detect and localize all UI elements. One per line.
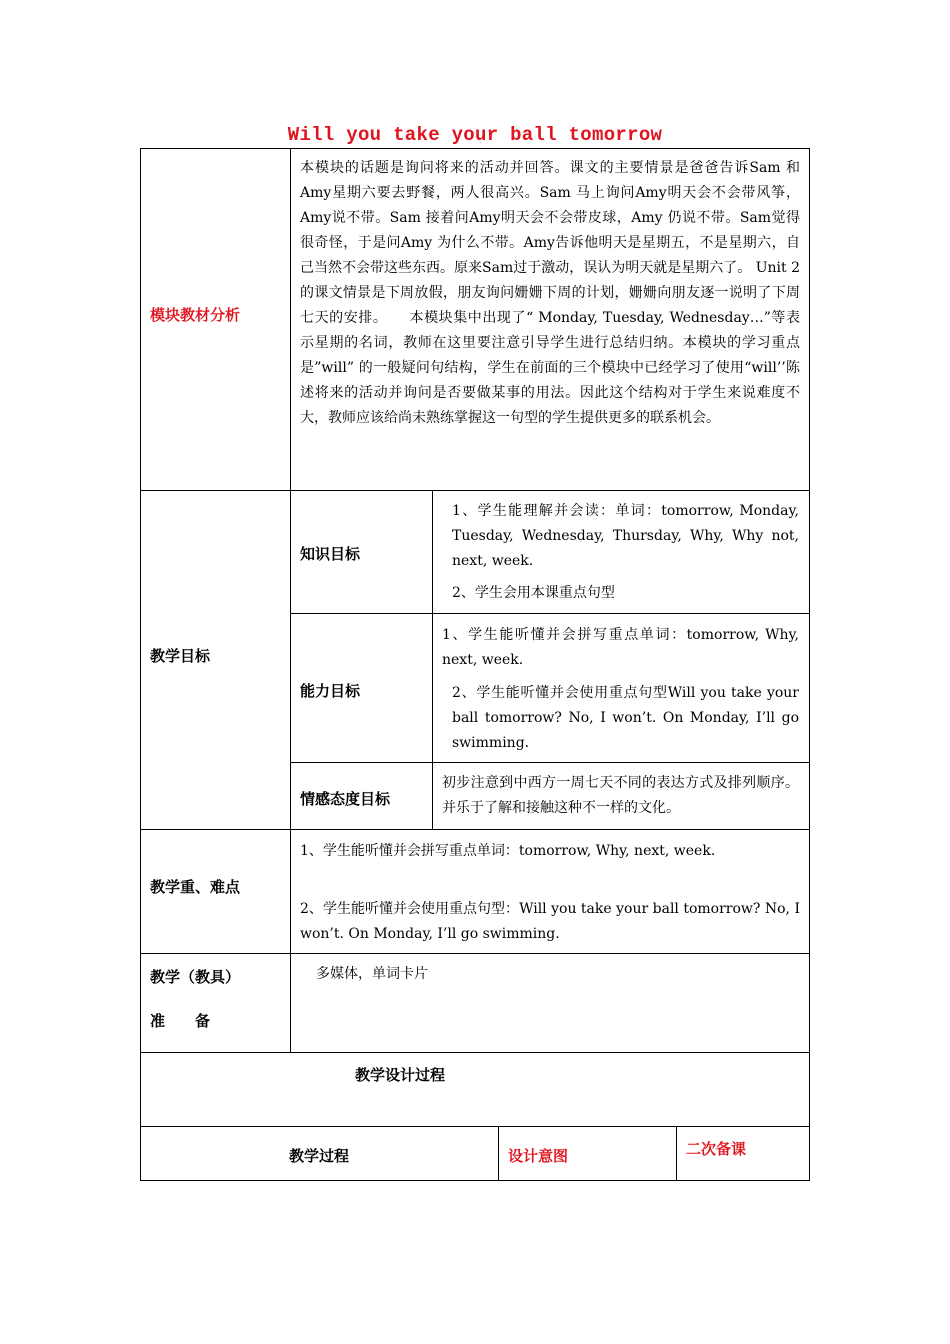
key-points-label: 教学重、难点 — [150, 878, 241, 896]
row-separator-1 — [140, 490, 810, 491]
second-prep-header: 二次备课 — [686, 1140, 747, 1158]
analysis-label: 模块教材分析 — [150, 306, 241, 324]
preparation-label-line-2: 准 备 — [150, 1012, 211, 1030]
col-separator-bottom-1 — [498, 1126, 499, 1181]
analysis-text: 本模块的话题是询问将来的活动并回答。课文的主要情景是爸爸告诉Sam 和Amy星期六要去野餐，两人很高兴。Sam 马上询问Amy明天会不会带风筝，Amy说不带。Sam 接着问Amy明天会不会带皮球，Amy 仍说不带。Sam觉得很奇怪，于是问Amy 为什么不带。Amy告诉他明天是星期五，不是星期六，自己当然不会带这些东西。原来Sam过于激动，误认为明天就是星期六了。 Unit 2 的课文情景是下周放假，朋友询问姗姗下周的计划，姗姗向朋友逐一说明了下周七天的安排。 本模块集中出现了“ Monday, Tuesday, Wednesday…”等表示星期的名词，教师在这里要注意引导学生进行总结归纳。本模块的学习重点是”will” 的一般疑问句结构，学生在前面的三个模块中已经学习了使用“will’’陈述将来的活动并询问是否要做某事的用法。因此这个结构对于学生来说难度不大，教师应该给尚未熟练掌握这一句型的学生提供更多的联系机会。 — [300, 160, 800, 426]
border-right — [809, 148, 810, 1181]
col-separator-goals — [432, 490, 433, 829]
border-top — [140, 148, 810, 149]
row-separator-3 — [140, 953, 810, 954]
row-separator-5 — [140, 1126, 810, 1127]
preparation-text: 多媒体，单词卡片 — [316, 966, 428, 982]
row-separator-2 — [140, 829, 810, 830]
intent-header: 设计意图 — [508, 1147, 569, 1165]
col-separator-bottom-2 — [676, 1126, 677, 1181]
ability-goal-item-1: 1、学生能听懂并会拼写重点单词：tomorrow, Why, next, week. — [442, 627, 799, 668]
knowledge-goal-label: 知识目标 — [300, 545, 361, 563]
document-title: Will you take your ball tomorrow — [287, 124, 663, 146]
row-separator-4 — [140, 1052, 810, 1053]
preparation-label-line-1: 教学（教具） — [150, 968, 241, 986]
border-bottom — [140, 1180, 810, 1181]
ability-goal-item-2: 2、学生能听懂并会使用重点句型Will you take your ball tomorrow? No, I won’t. On Monday, I’ll go swimming. — [452, 685, 799, 751]
goals-label: 教学目标 — [150, 647, 211, 665]
ability-goal-label: 能力目标 — [300, 682, 361, 700]
key-points-item-1: 1、学生能听懂并会拼写重点单词：tomorrow, Why, next, week. — [300, 843, 716, 859]
design-process-label: 教学设计过程 — [355, 1066, 446, 1084]
knowledge-goal-item-1: 1、学生能理解并会读：单词：tomorrow, Monday, Tuesday, Wednesday, Thursday, Why, Why not, next, week. — [452, 503, 799, 569]
attitude-goal-text: 初步注意到中西方一周七天不同的表达方式及排列顺序。并乐于了解和接触这种不一样的文化。 — [442, 775, 799, 816]
key-points-item-2: 2、学生能听懂并会使用重点句型：Will you take your ball tomorrow? No, I won’t. On Monday, I’ll go swimming. — [300, 901, 800, 942]
process-header: 教学过程 — [289, 1147, 350, 1165]
attitude-goal-label: 情感态度目标 — [300, 790, 391, 808]
row-separator-ability — [290, 762, 810, 763]
knowledge-goal-item-2: 2、学生会用本课重点句型 — [452, 585, 615, 601]
col-separator-main — [290, 148, 291, 1052]
border-left — [140, 148, 141, 1181]
row-separator-knowledge — [290, 613, 810, 614]
